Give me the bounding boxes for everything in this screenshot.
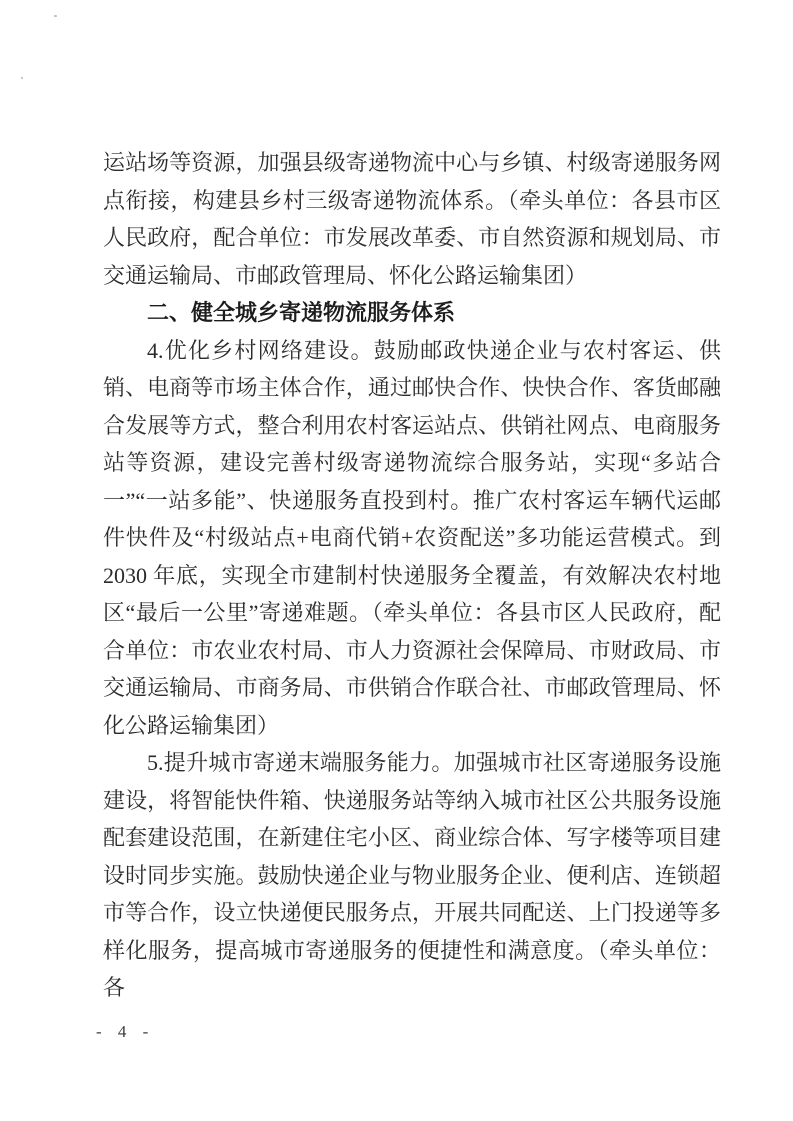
paragraph-item-4: 4.优化乡村网络建设。鼓励邮政快递企业与农村客运、供销、电商等市场主体合作，通过邮快合作、快快合作、客货邮融合发展等方式，整合利用农村客运站点、供销社网点、电商服务站等资源，建设完善村级寄递物流综合服务站，实现“多站合一”“一站多能”、快递服务直投到村。推广农村客运车辆代运邮件快件及“村级站点+电商代销+农资配送”多功能运营模式。到 2030 年底，实现全市建制村快递服务全覆盖，有效解决农村地区“最后一公里”寄递难题。（牵头单位：各县市区人民政府，配合单位：市农业农村局、市人力资源社会保障局、市财政局、市交通运输局、市商务局、市供销合作联合社、市邮政管理局、怀化公路运输集团）: [103, 337, 721, 738]
document-body: [103, 144, 721, 1007]
paragraph-item-5: 5.提升城市寄递末端服务能力。加强城市社区寄递服务设施建设，将智能快件箱、快递服务站等纳入城市社区公共服务设施配套建设范围，在新建住宅小区、商业综合体、写字楼等项目建设时同步实施。鼓励快递企业与物业服务企业、便利店、连锁超市等合作，设立快递便民服务点，开展共同配送、上门投递等多样化服务，提高城市寄递服务的便捷性和满意度。（牵头单位：各: [103, 750, 721, 1000]
paragraph-continuation: 运站场等资源，加强县级寄递物流中心与乡镇、村级寄递服务网点衔接，构建县乡村三级寄递物流体系。（牵头单位：各县市区人民政府，配合单位：市发展改革委、市自然资源和规划局、市交通运输局、市邮政管理局、怀化公路运输集团）: [103, 150, 721, 288]
section-heading: 二、健全城乡寄递物流服务体系: [147, 300, 456, 325]
page-number: - 4 -: [96, 1022, 155, 1041]
scan-artifact: [54, 15, 57, 17]
scan-artifact: [21, 77, 23, 79]
